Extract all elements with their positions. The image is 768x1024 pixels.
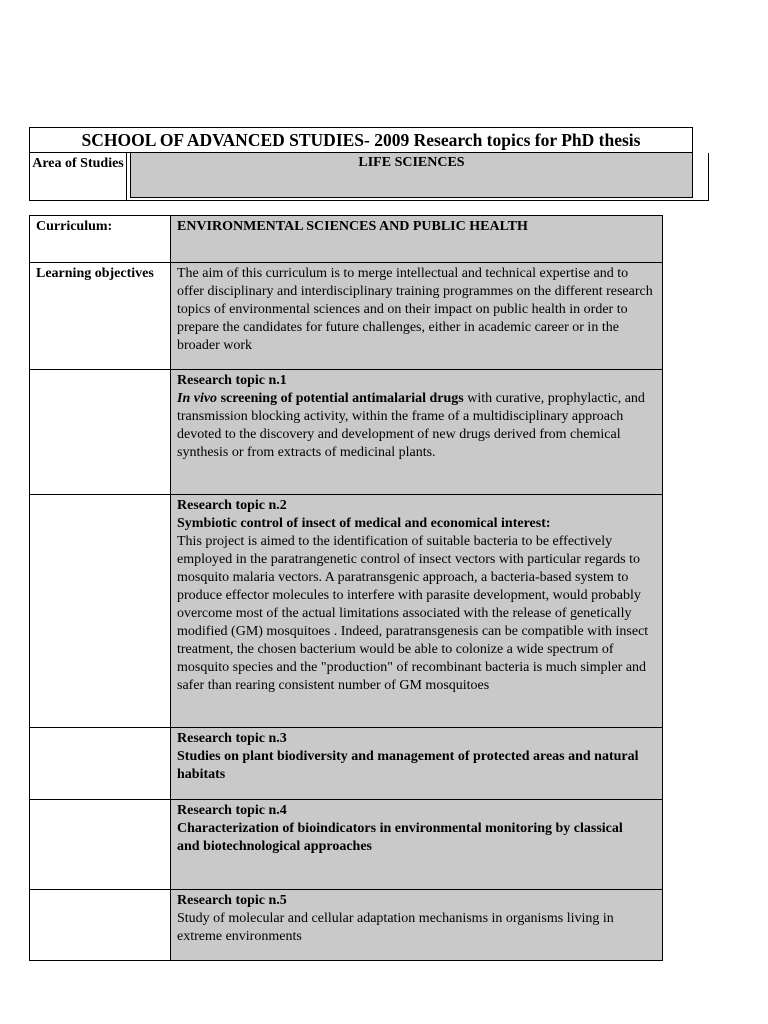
research-topic-title: and biotechnological approaches	[177, 839, 372, 854]
empty-cell	[30, 370, 171, 495]
empty-cell	[30, 728, 171, 800]
table-divider	[708, 153, 709, 200]
curriculum-table	[29, 215, 663, 961]
research-topic-title: Characterization of bioindicators in environmental monitoring by classical	[177, 821, 623, 836]
learning-objectives-row	[30, 263, 663, 370]
research-topic-row	[30, 800, 663, 890]
research-topic-heading: Research topic n.3	[177, 731, 287, 746]
research-topic-2	[171, 495, 663, 728]
area-of-studies-value: LIFE SCIENCES	[130, 153, 693, 198]
research-topic-heading: Research topic n.1	[177, 373, 287, 388]
research-topic-1	[171, 370, 663, 495]
research-topic-heading: Research topic n.5	[177, 893, 287, 908]
curriculum-value: ENVIRONMENTAL SCIENCES AND PUBLIC HEALTH	[171, 216, 663, 263]
learning-objectives-text: The aim of this curriculum is to merge intellectual and technical expertise and to offer disciplinary and interdisciplinary training programmes on the different research topics of environmental sciences and on their impact on public health in order to prepare the candidates for future challenges, either in academic career or in the broader work	[171, 263, 663, 370]
research-topic-body: Study of molecular and cellular adaptation mechanisms in organisms living in extreme environments	[177, 911, 614, 944]
research-topic-heading: Research topic n.2	[177, 498, 287, 513]
empty-cell	[30, 495, 171, 728]
research-topic-3	[171, 728, 663, 800]
area-of-studies-row	[29, 153, 709, 201]
curriculum-label: Curriculum:	[30, 216, 171, 263]
research-topic-row	[30, 890, 663, 961]
research-topic-heading: Research topic n.4	[177, 803, 287, 818]
document-title: SCHOOL OF ADVANCED STUDIES- 2009 Research topics for PhD thesis	[29, 127, 693, 153]
area-of-studies-label: Area of Studies	[30, 153, 127, 200]
research-topic-title: Symbiotic control of insect of medical and economical interest:	[177, 516, 551, 531]
research-topic-row	[30, 370, 663, 495]
research-topic-4	[171, 800, 663, 890]
research-topic-body: with curative, prophylactic, and transmission blocking activity, within the frame of a multidisciplinary approach devoted to the discovery and development of new drugs derived from chemical synthesis or from extracts of medicinal plants.	[177, 391, 645, 460]
research-topic-body: This project is aimed to the identification of suitable bacteria to be effectively employed in the paratrangenetic control of insect vectors with particular regards to mosquito malaria vectors. A paratransgenic approach, a bacteria-based system to produce effector molecules to interfere with parasite development, would probably overcome most of the actual limitations associated with the release of genetically modified (GM) mosquitoes . Indeed, paratransgenesis can be compatible with insect treatment, the chosen bacterium would be able to colonize a wide spectrum of mosquito species and the "production" of recombinant bacteria is much simpler and safer than rearing consistent number of GM mosquitoes	[177, 534, 649, 693]
learning-objectives-label: Learning objectives	[30, 263, 171, 370]
research-topic-row	[30, 495, 663, 728]
research-topic-title: Studies on plant biodiversity and management of protected areas and natural habitats	[177, 749, 639, 782]
empty-cell	[30, 800, 171, 890]
research-topic-row	[30, 728, 663, 800]
research-topic-title-italic: In vivo	[177, 391, 218, 406]
research-topic-5	[171, 890, 663, 961]
research-topic-title: screening of potential antimalarial drugs	[217, 391, 464, 406]
empty-cell	[30, 890, 171, 961]
curriculum-row	[30, 216, 663, 263]
